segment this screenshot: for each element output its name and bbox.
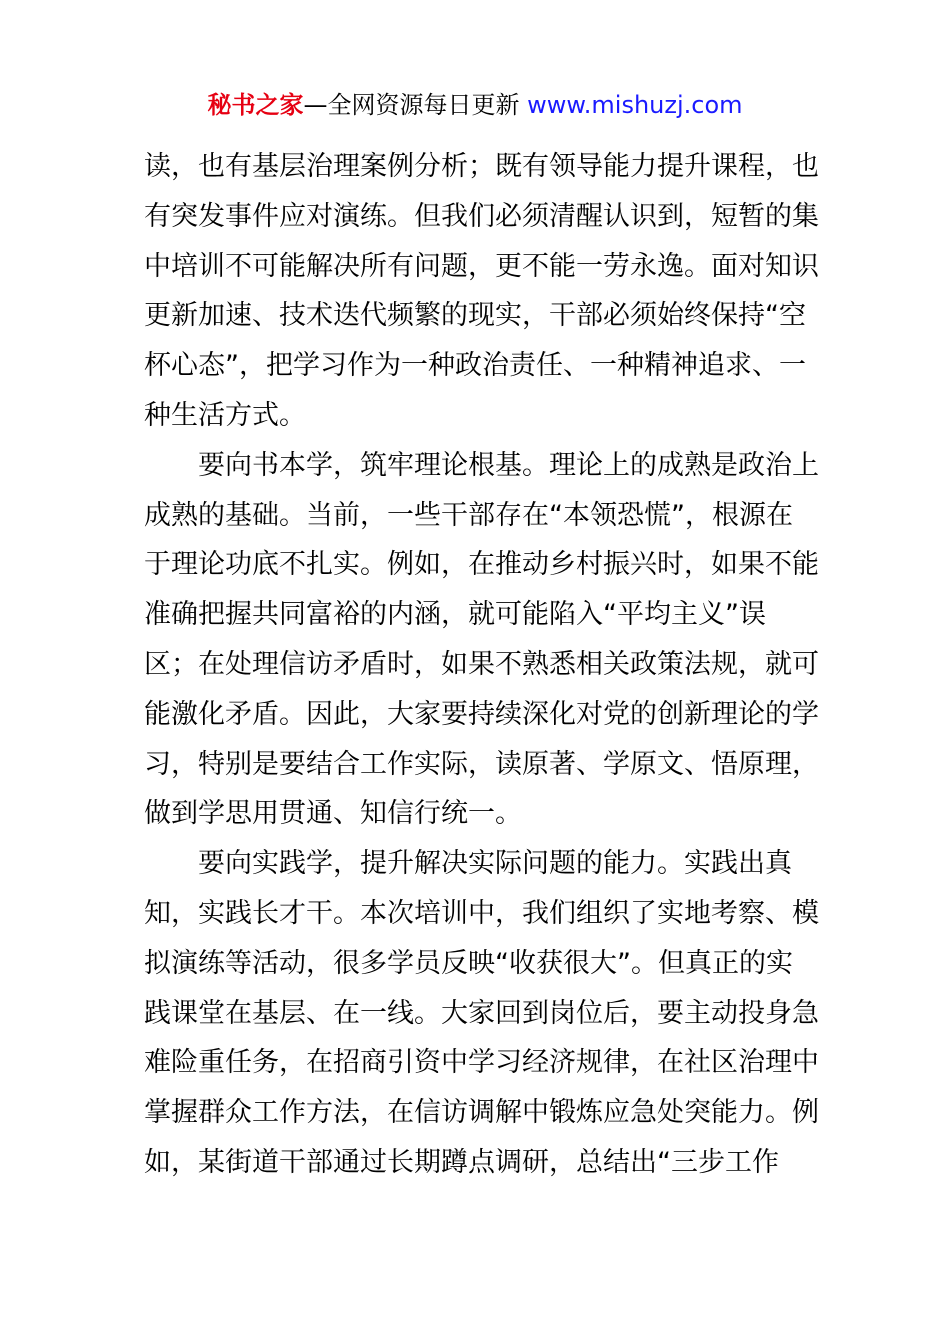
text-line: 掌握群众工作方法，在信访调解中锻炼应急处突能力。例 xyxy=(144,1097,819,1129)
text-line: 中培训不可能解决所有问题，更不能一劳永逸。面对知识 xyxy=(144,250,819,282)
paragraph-first-line: 要向实践学，提升解决实际问题的能力。实践出真 xyxy=(198,848,792,880)
text-line: 习，特别是要结合工作实际，读原著、学原文、悟原理， xyxy=(144,748,819,780)
text-line: 准确把握共同富裕的内涵，就可能陷入“平均主义”误 xyxy=(144,599,766,631)
text-line: 拟演练等活动，很多学员反映“收获很大”。但真正的实 xyxy=(144,947,793,979)
page-header xyxy=(0,88,950,122)
text-line: 种生活方式。 xyxy=(144,399,306,431)
text-line: 杯心态”，把学习作为一种政治责任、一种精神追求、一 xyxy=(144,350,806,382)
text-line: 难险重任务，在招商引资中学习经济规律，在社区治理中 xyxy=(144,1047,819,1079)
text-line: 更新加速、技术迭代频繁的现实，干部必须始终保持“空 xyxy=(144,300,806,332)
text-line: 如，某街道干部通过长期蹲点调研，总结出“三步工作 xyxy=(144,1146,779,1178)
paragraph-first-line: 要向书本学，筑牢理论根基。理论上的成熟是政治上 xyxy=(198,449,819,481)
text-line: 于理论功底不扎实。例如，在推动乡村振兴时，如果不能 xyxy=(144,549,819,581)
text-line: 知，实践长才干。本次培训中，我们组织了实地考察、模 xyxy=(144,897,819,929)
header-brand: 秘书之家 xyxy=(207,91,304,119)
text-line: 践课堂在基层、在一线。大家回到岗位后，要主动投身急 xyxy=(144,997,819,1029)
text-line: 区；在处理信访矛盾时，如果不熟悉相关政策法规，就可 xyxy=(144,648,819,680)
text-line: 读，也有基层治理案例分析；既有领导能力提升课程，也 xyxy=(144,151,819,182)
text-line: 能激化矛盾。因此，大家要持续深化对党的创新理论的学 xyxy=(144,698,819,730)
text-line: 有突发事件应对演练。但我们必须清醒认识到，短暂的集 xyxy=(144,200,819,232)
header-url-link[interactable]: www.mishuzj.com xyxy=(527,91,743,119)
header-tagline: —全网资源每日更新 xyxy=(303,91,528,119)
document-body xyxy=(144,142,819,1188)
text-line: 做到学思用贯通、知信行统一。 xyxy=(144,798,522,830)
text-line: 成熟的基础。当前，一些干部存在“本领恐慌”，根源在 xyxy=(144,499,793,531)
